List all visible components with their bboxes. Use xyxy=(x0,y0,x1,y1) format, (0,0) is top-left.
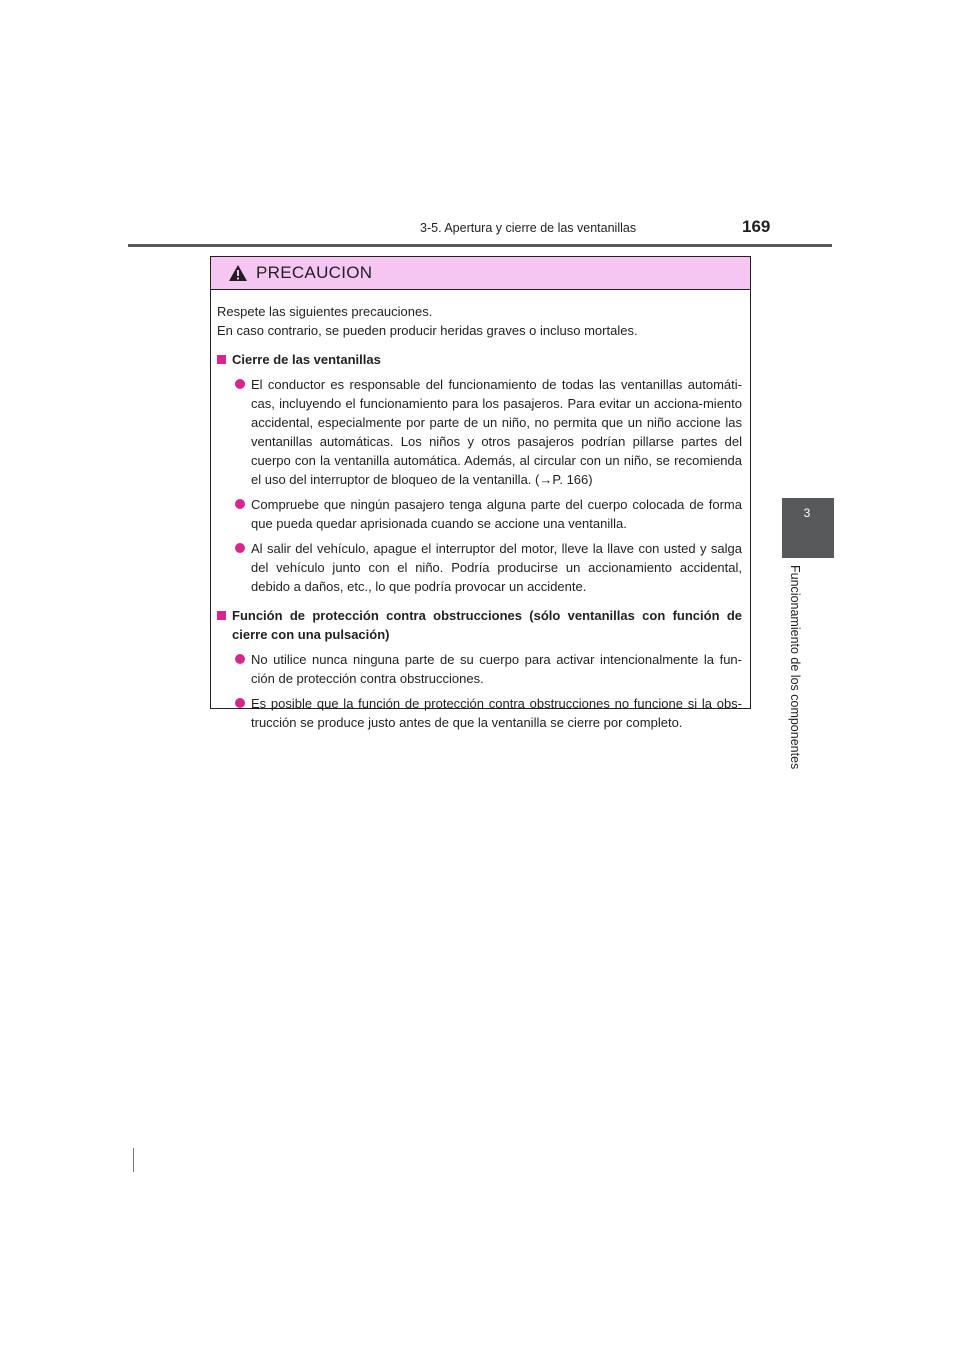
section-heading xyxy=(217,350,742,369)
list-item xyxy=(217,650,742,688)
list-item xyxy=(217,375,742,489)
list-item-text: Al salir del vehículo, apague el interruptor del motor, lleve la llave con usted y salga del vehículo junto con el niño. Podría producirse un accionamiento accidental, debido a daños, etc., lo que podría provocar un accidente. xyxy=(251,541,742,594)
header-divider xyxy=(128,244,832,247)
caution-section-jam-protection xyxy=(217,606,742,732)
list-item-text: No utilice nunca ninguna parte de su cuerpo para activar intencionalmente la fun-ción de protección contra obstrucciones. xyxy=(251,652,742,686)
list-item-text: Compruebe que ningún pasajero tenga alguna parte del cuerpo colocada de forma que pueda quedar aprisionada cuando se accione una ventanilla. xyxy=(251,497,742,531)
circle-bullet-icon xyxy=(235,654,245,664)
caution-intro-line: Respete las siguientes precauciones. xyxy=(217,304,433,319)
square-bullet-icon xyxy=(217,611,226,620)
caution-body xyxy=(211,290,750,732)
caution-section-window-closing xyxy=(217,350,742,596)
section-heading-text: Cierre de las ventanillas xyxy=(232,352,381,367)
warning-triangle-icon xyxy=(228,264,248,282)
page-number: 169 xyxy=(742,217,771,236)
list-item xyxy=(217,539,742,596)
chapter-tab xyxy=(782,498,832,558)
circle-bullet-icon xyxy=(235,379,245,389)
caution-box xyxy=(210,256,751,730)
list-item-text: Es posible que la función de protección contra obstrucciones no funcione si la obs-trucción se produce justo antes de que la ventanilla se cierre por completo. xyxy=(251,696,742,730)
square-bullet-icon xyxy=(217,355,226,364)
circle-bullet-icon xyxy=(235,543,245,553)
list-item xyxy=(217,495,742,533)
section-heading-text: Función de protección contra obstrucciones (sólo ventanillas con función de cierre con una pulsación) xyxy=(232,608,742,642)
list-item-text: El conductor es responsable del funcionamiento de todas las ventanillas automáti-cas, incluyendo el funcionamiento para los pasajeros. Para evitar un acciona-miento accidental, especialmente por parte de un niño, no permita que un niño accione las ventanillas automáticas. Los niños y otros pasajeros podrían pillarse partes del cuerpo con la ventanilla automática. Además, al circular con un niño, se recomienda el uso del interruptor de bloqueo de la ventanilla. (→P. 166) xyxy=(251,377,742,487)
crop-mark xyxy=(133,1148,134,1172)
circle-bullet-icon xyxy=(235,499,245,509)
caution-header xyxy=(211,257,750,290)
caution-intro-line: En caso contrario, se pueden producir heridas graves o incluso mortales. xyxy=(217,323,638,338)
caution-title: PRECAUCION xyxy=(256,263,373,282)
chapter-tab-edge xyxy=(832,498,834,558)
list-item xyxy=(217,694,742,732)
circle-bullet-icon xyxy=(235,698,245,708)
chapter-title: Funcionamiento de los componentes xyxy=(788,565,802,770)
section-heading xyxy=(217,606,742,644)
chapter-number: 3 xyxy=(803,506,811,520)
header-section-title: 3-5. Apertura y cierre de las ventanillas xyxy=(420,221,637,235)
